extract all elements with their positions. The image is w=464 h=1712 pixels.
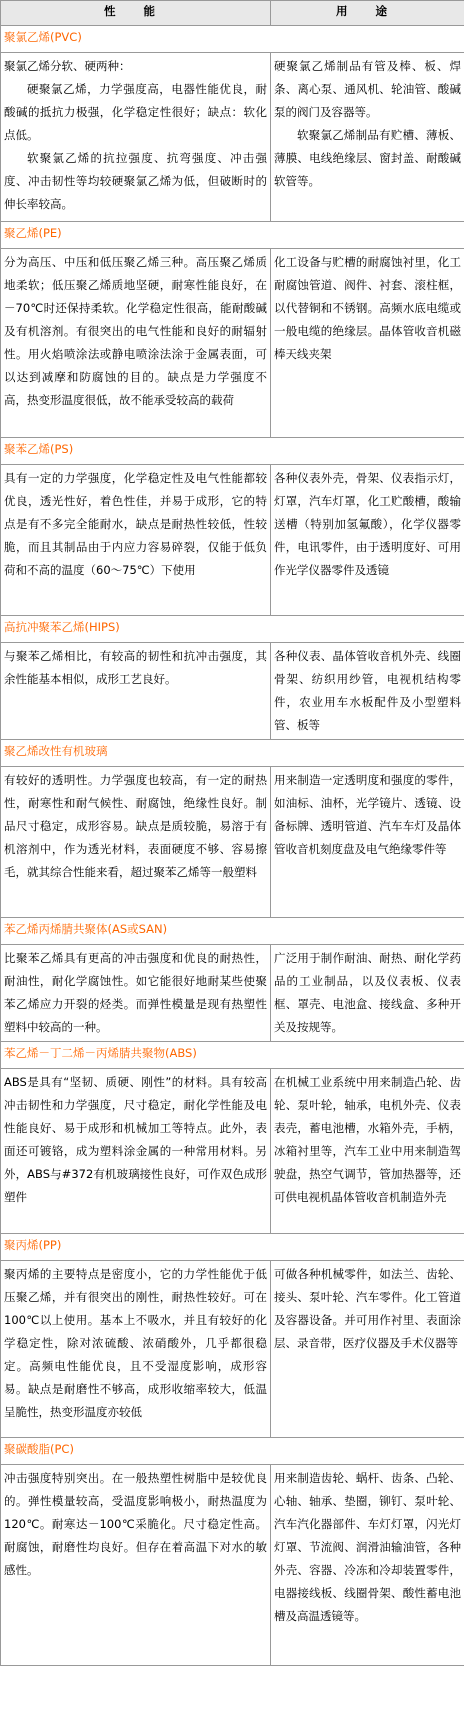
section-title: 聚乙烯(PE)	[1, 222, 464, 249]
section-title: 聚氯乙烯(PVC)	[1, 26, 464, 53]
header-uses: 用 途	[271, 1, 464, 26]
section-body-row	[1, 53, 464, 222]
uses-cell	[271, 1261, 464, 1438]
uses-text: 用来制造齿轮、蜗杆、齿条、凸轮、心轴、轴承、垫圈，铆钉、泵叶轮、汽车汽化器部件、车灯灯罩，闪光灯灯罩、节流阀、润滑油输油管，各种外壳、容器、冷冻和冷却装置零件，电器接线板、线圈骨架、酸性蓄电池槽及高温透镜等。	[274, 1471, 461, 1623]
properties-cell	[1, 1261, 271, 1438]
section-title-row	[1, 1042, 464, 1069]
properties-cell	[1, 767, 271, 918]
uses-text: 化工设备与贮槽的耐腐蚀衬里，化工耐腐蚀管道、阀件、衬套、滚柱框，以代替铜和不锈钢。高频水底电缆或一般电缆的绝缘层。晶体管收音机磁棒天线夹架	[274, 255, 461, 361]
section-body-row	[1, 767, 464, 918]
table-body	[1, 26, 464, 1666]
uses-cell	[271, 53, 464, 222]
uses-cell	[271, 1465, 464, 1666]
properties-cell	[1, 1465, 271, 1666]
section-title-row	[1, 26, 464, 53]
section-body-row	[1, 643, 464, 740]
section-title-row	[1, 438, 464, 465]
properties-text: 分为高压、中压和低压聚乙烯三种。高压聚乙烯质地柔软；低压聚乙烯质地坚硬，耐寒性能良好，在－70℃时还保持柔软。化学稳定性很高，能耐酸碱及有机溶剂。有很突出的电气性能和良好的耐辐射性。用火焰喷涂法或静电喷涂法涂于金属表面，可以达到减摩和防腐蚀的目的。缺点是力学强度不高，热变形温度很低，故不能承受较高的载荷	[4, 255, 267, 407]
section-body-row	[1, 465, 464, 616]
uses-text: 硬聚氯乙烯制品有管及棒、板、焊条、离心泵、通风机、轮油管、酸碱泵的阀门及容器等。	[274, 59, 461, 119]
properties-text: ABS是具有“坚韧、质硬、刚性”的材料。具有较高冲击韧性和力学强度，尺寸稳定，耐化学性能及电性能良好、易于成形和机械加工等特点。此外，表面还可镀铬，成为塑料涂金属的一种常用材料。另外，ABS与#372有机玻璃接性良好，可作双色成形塑件	[4, 1075, 267, 1204]
properties-text: 聚氯乙烯分软、硬两种：	[4, 59, 131, 73]
section-title: 聚乙烯改性有机玻璃	[1, 740, 464, 767]
uses-cell	[271, 249, 464, 438]
properties-text: 具有一定的力学强度，化学稳定性及电气性能都较优良，透光性好，着色性佳，并易于成形，它的特点是有不多完全能耐水，缺点是耐热性较低，性较脆，而且其制品由于内应力容易碎裂，仅能于低负荷和不高的温度（60～75℃）下使用	[4, 471, 267, 577]
section-body-row	[1, 945, 464, 1042]
section-body-row	[1, 1069, 464, 1234]
properties-cell	[1, 643, 271, 740]
section-title: 聚碳酸脂(PC)	[1, 1438, 464, 1465]
uses-text: 软聚氯乙烯制品有贮槽、薄板、薄膜、电线绝缘层、窗封盖、耐酸碱软管等。	[274, 128, 461, 188]
properties-cell	[1, 53, 271, 222]
section-title: 苯乙烯－丁二烯－丙烯腈共聚物(ABS)	[1, 1042, 464, 1069]
properties-cell	[1, 465, 271, 616]
uses-text: 各种仪表外壳，骨架、仪表指示灯，灯罩，汽车灯罩，化工贮酸槽，酸输送槽（特别加氢氟酸），化学仪器零件，电讯零件，由于透明度好、可用作光学仪器零件及透镜	[274, 471, 461, 577]
properties-cell	[1, 249, 271, 438]
section-title-row	[1, 1234, 464, 1261]
uses-text: 广泛用于制作耐油、耐热、耐化学药品的工业制品，以及仪表板、仪表框、罩壳、电池盒、接线盒、多种开关及按规等。	[274, 951, 461, 1034]
properties-text: 与聚苯乙烯相比，有较高的韧性和抗冲击强度，其余性能基本相似，成形工艺良好。	[4, 649, 267, 686]
properties-text: 硬聚氯乙烯，力学强度高，电器性能优良，耐酸碱的抵抗力极强，化学稳定性很好；缺点：软化点低。	[4, 82, 267, 142]
properties-cell	[1, 945, 271, 1042]
section-body-row	[1, 1261, 464, 1438]
properties-cell	[1, 1069, 271, 1234]
section-title-row	[1, 740, 464, 767]
uses-cell	[271, 465, 464, 616]
section-title: 苯乙烯丙烯腈共聚体(AS或SAN)	[1, 918, 464, 945]
section-title-row	[1, 1438, 464, 1465]
uses-text: 在机械工业系统中用来制造凸轮、齿轮、泵叶轮，轴承，电机外壳、仪表表壳，蓄电池槽，水箱外壳，手柄，冰箱衬里等，汽车工业中用来制造驾驶盘，热空气调节，管加热器等，还可供电视机晶体管收音机制造外壳	[274, 1075, 461, 1204]
uses-cell	[271, 1069, 464, 1234]
uses-text: 各种仪表、晶体管收音机外壳、线圈骨架、纺织用纱管，电视机结构零件，农业用车水板配件及小型塑料管、板等	[274, 649, 461, 732]
uses-cell	[271, 767, 464, 918]
section-body-row	[1, 1465, 464, 1666]
table-header-row	[1, 1, 464, 26]
section-body-row	[1, 249, 464, 438]
properties-text: 冲击强度特别突出。在一般热塑性树脂中是较优良的。弹性模量较高，受温度影响极小，耐热温度为120℃。耐寒达－100℃采脆化。尺寸稳定性高。耐腐蚀，耐磨性均良好。但存在着高温下对水的敏感性。	[4, 1471, 267, 1577]
section-title-row	[1, 616, 464, 643]
section-title: 聚丙烯(PP)	[1, 1234, 464, 1261]
section-title-row	[1, 222, 464, 249]
uses-text: 用来制造一定透明度和强度的零件，如油标、油杯，光学镜片、透镜、设备标牌、透明管道、汽车车灯及晶体管收音机刻度盘及电气绝缘零件等	[274, 773, 461, 856]
section-title-row	[1, 918, 464, 945]
properties-text: 软聚氯乙烯的抗拉强度、抗弯强度、冲击强度、冲击韧性等均较硬聚氯乙烯为低，但破断时的伸长率较高。	[4, 151, 267, 211]
section-title: 聚苯乙烯(PS)	[1, 438, 464, 465]
uses-cell	[271, 643, 464, 740]
properties-text: 比聚苯乙烯具有更高的冲击强度和优良的耐热性，耐油性，耐化学腐蚀性。如它能很好地耐某些使聚苯乙烯应力开裂的烃类。而弹性模量是现有热塑性塑料中较高的一种。	[4, 951, 267, 1034]
properties-text: 聚丙烯的主要特点是密度小，它的力学性能优于低压聚乙烯，并有很突出的刚性，耐热性较好。可在100℃以上使用。基本上不吸水，并且有较好的化学稳定性，除对浓硫酸、浓硝酸外，几乎都很稳定。高频电性能优良，且不受湿度影响，成形容易。缺点是耐磨性不够高，成形收缩率较大，低温呈脆性，热变形温度亦较低	[4, 1267, 267, 1419]
uses-text: 可做各种机械零件，如法兰、齿轮、接头、泵叶轮、汽车零件。化工管道及容器设备。并可用作衬里、表面涂层、录音带，医疗仪器及手术仪器等	[274, 1267, 461, 1350]
uses-cell	[271, 945, 464, 1042]
header-properties: 性 能	[1, 1, 271, 26]
properties-text: 有较好的透明性。力学强度也较高，有一定的耐热性，耐寒性和耐气候性、耐腐蚀，绝缘性良好。制品尺寸稳定，成形容易。缺点是质较脆，易溶于有机溶剂中，作为透光材料，表面硬度不够、容易擦毛，就其综合性能来看，超过聚苯乙烯等一般塑料	[4, 773, 267, 879]
section-title: 高抗冲聚苯乙烯(HIPS)	[1, 616, 464, 643]
